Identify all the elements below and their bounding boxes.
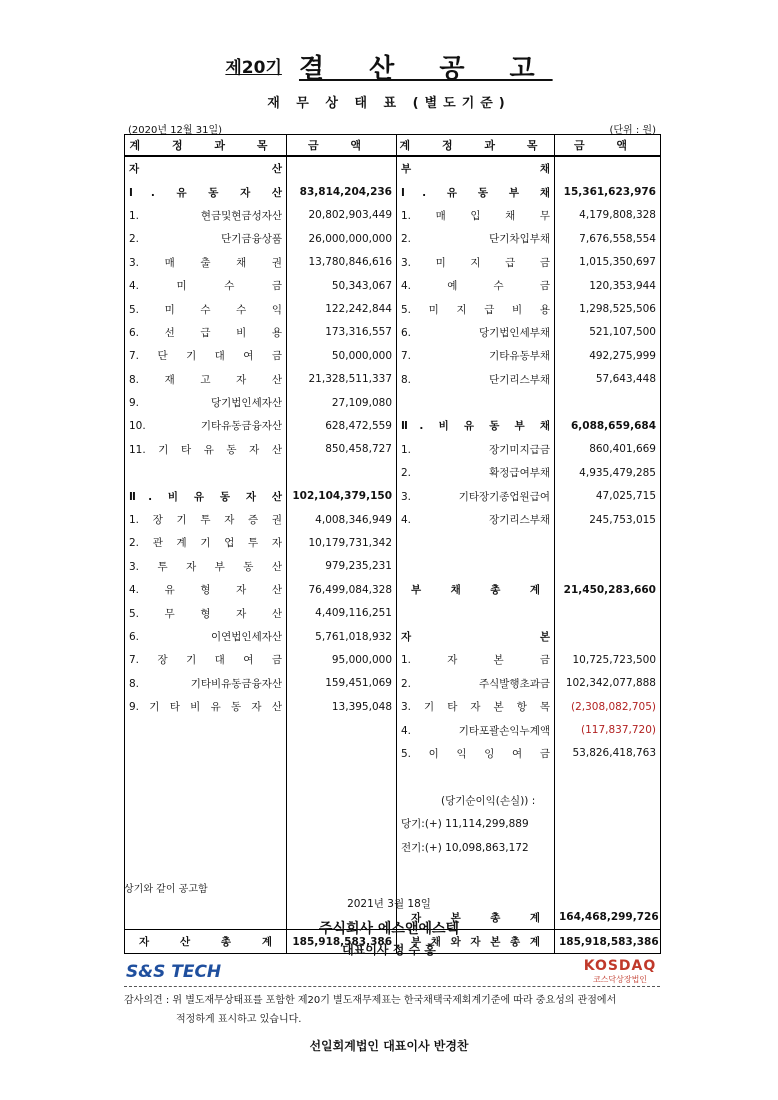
col-header-left-name: 계 정 과 목 <box>125 135 287 157</box>
table-row <box>125 625 661 648</box>
kosdaq-logo <box>572 958 668 985</box>
left-amount: 102,104,379,150 <box>287 484 397 507</box>
right-account-name: 2. 단기차입부채 <box>397 227 555 250</box>
left-amount: 50,343,067 <box>287 274 397 297</box>
right-amount <box>555 789 661 812</box>
kosdaq-logo-subtext: 코스닥상장법인 <box>592 975 648 984</box>
company-name: 주식회사 에스앤에스텍 <box>318 921 460 937</box>
left-amount: 21,328,511,337 <box>287 368 397 391</box>
right-amount: 10,725,723,500 <box>555 648 661 671</box>
left-account-name: 1. 현금및현금성자산 <box>125 204 287 227</box>
divider <box>124 986 660 987</box>
right-account-name: 자 본 <box>397 625 555 648</box>
right-account-name: 2. 주식발행초과금 <box>397 672 555 695</box>
table-row <box>125 695 661 718</box>
right-amount: 53,826,418,763 <box>555 742 661 765</box>
statement-date: (2020년 12월 31일) <box>128 125 223 136</box>
left-account-name: 4. 유 형 자 산 <box>125 578 287 601</box>
right-account-name: 4. 예 수 금 <box>397 274 555 297</box>
left-account-name: 9. 기 타 비 유 동 자 산 <box>125 695 287 718</box>
kosdaq-logo-text: KOSDAQ <box>583 958 657 974</box>
left-account-name: 2. 단기금융상품 <box>125 227 287 250</box>
left-account-name: 자 산 총 계 <box>125 929 287 953</box>
right-amount: 185,918,583,386 <box>555 929 661 953</box>
right-amount <box>555 391 661 414</box>
left-amount: 26,000,000,000 <box>287 227 397 250</box>
table-row <box>125 227 661 250</box>
right-amount: (117,837,720) <box>555 718 661 741</box>
right-account-name: 4. 기타포괄손익누계액 <box>397 718 555 741</box>
left-account-name: 자 산 <box>125 156 287 180</box>
left-account-name: 1. 장 기 투 자 증 권 <box>125 508 287 531</box>
table-row <box>125 391 661 414</box>
right-amount: 102,342,077,888 <box>555 672 661 695</box>
right-amount <box>555 555 661 578</box>
right-amount <box>555 156 661 180</box>
table-row <box>125 812 661 835</box>
left-account-name <box>125 859 287 882</box>
company-logo: S&S TECH <box>126 962 222 982</box>
col-header-right-name: 계 정 과 목 <box>397 135 555 157</box>
table-row <box>125 274 661 297</box>
table-row <box>125 742 661 765</box>
left-account-name <box>125 765 287 788</box>
unit-label: (단위 : 원) <box>609 125 656 136</box>
table-row <box>125 672 661 695</box>
left-account-name: 3. 매 출 채 권 <box>125 251 287 274</box>
announcement-title <box>0 48 778 85</box>
left-account-name: 7. 장 기 대 여 금 <box>125 648 287 671</box>
right-amount: 4,935,479,285 <box>555 461 661 484</box>
left-account-name <box>125 835 287 858</box>
table-row <box>125 344 661 367</box>
table-row <box>125 156 661 180</box>
table-row <box>125 859 661 882</box>
left-amount <box>287 765 397 788</box>
table-row <box>125 578 661 601</box>
right-amount: 860,401,669 <box>555 438 661 461</box>
right-amount: 1,298,525,506 <box>555 297 661 320</box>
right-amount: 6,088,659,684 <box>555 414 661 437</box>
right-account-name <box>397 555 555 578</box>
left-amount: 76,499,084,328 <box>287 578 397 601</box>
left-account-name: 9. 당기법인세자산 <box>125 391 287 414</box>
left-account-name: 2. 관 계 기 업 투 자 <box>125 531 287 554</box>
table-row <box>125 368 661 391</box>
left-amount: 173,316,557 <box>287 321 397 344</box>
left-amount: 185,918,583,386 <box>287 929 397 953</box>
table-row <box>125 765 661 788</box>
left-account-name: 6. 이연법인세자산 <box>125 625 287 648</box>
table-row <box>125 461 661 484</box>
left-amount <box>287 835 397 858</box>
right-amount <box>555 859 661 882</box>
audit-opinion-line2: 적정하게 표시하고 있습니다. <box>176 1014 302 1025</box>
table-row <box>125 438 661 461</box>
net-income-line: 전기:(+) 10,098,863,172 <box>397 835 555 858</box>
left-amount: 850,458,727 <box>287 438 397 461</box>
left-amount: 4,008,346,949 <box>287 508 397 531</box>
left-account-name: 3. 투 자 부 동 산 <box>125 555 287 578</box>
table-row <box>125 508 661 531</box>
right-account-name: 1. 자 본 금 <box>397 648 555 671</box>
table-row <box>125 601 661 624</box>
right-account-name: 자 본 총 계 <box>397 906 555 930</box>
table-row <box>125 835 661 858</box>
right-account-name: 부 채 <box>397 156 555 180</box>
page-title: 결 산 공 고 <box>298 54 553 84</box>
table-row <box>125 718 661 741</box>
right-amount <box>555 601 661 624</box>
right-account-name: 3. 미 지 급 금 <box>397 251 555 274</box>
left-account-name <box>125 789 287 812</box>
table-row <box>125 484 661 507</box>
left-amount: 13,780,846,616 <box>287 251 397 274</box>
left-amount: 4,409,116,251 <box>287 601 397 624</box>
right-amount <box>555 625 661 648</box>
table-row <box>125 789 661 812</box>
left-amount: 979,235,231 <box>287 555 397 578</box>
left-account-name <box>125 742 287 765</box>
table-header-row <box>125 135 661 157</box>
left-account-name: 5. 미 수 수 익 <box>125 297 287 320</box>
right-account-name <box>397 765 555 788</box>
left-account-name: Ⅱ. 비 유 동 자 산 <box>125 484 287 507</box>
right-amount <box>555 812 661 835</box>
left-amount: 83,814,204,236 <box>287 180 397 203</box>
statement-subtitle: 재 무 상 태 표 (별도기준) <box>267 96 511 111</box>
left-account-name: 11. 기 타 유 동 자 산 <box>125 438 287 461</box>
right-amount <box>555 531 661 554</box>
right-account-name: 6. 당기법인세부채 <box>397 321 555 344</box>
left-amount: 159,451,069 <box>287 672 397 695</box>
left-amount: 122,242,844 <box>287 297 397 320</box>
right-account-name: Ⅱ. 비 유 동 부 채 <box>397 414 555 437</box>
right-account-name: 7. 기타유동부채 <box>397 344 555 367</box>
left-amount <box>287 859 397 882</box>
left-amount <box>287 156 397 180</box>
right-amount <box>555 835 661 858</box>
right-amount: 164,468,299,726 <box>555 906 661 930</box>
left-amount <box>287 742 397 765</box>
table-row <box>125 414 661 437</box>
right-amount: 492,275,999 <box>555 344 661 367</box>
balance-sheet-table <box>124 134 661 954</box>
left-amount: 13,395,048 <box>287 695 397 718</box>
right-account-name <box>397 859 555 882</box>
table-row <box>125 555 661 578</box>
left-amount: 50,000,000 <box>287 344 397 367</box>
left-account-name: 5. 무 형 자 산 <box>125 601 287 624</box>
left-account-name: 10. 기타유동금융자산 <box>125 414 287 437</box>
right-account-name: 부 채 총 계 <box>397 578 555 601</box>
right-account-name: 부 채 와 자 본 총 계 <box>397 929 555 953</box>
right-account-name: 5. 이 익 잉 여 금 <box>397 742 555 765</box>
left-amount: 95,000,000 <box>287 648 397 671</box>
right-amount: 245,753,015 <box>555 508 661 531</box>
left-amount: 27,109,080 <box>287 391 397 414</box>
ceo-name: 대표이사 정 수 홍 <box>342 943 436 957</box>
left-account-name <box>125 718 287 741</box>
right-amount: 15,361,623,976 <box>555 180 661 203</box>
right-account-name: 1. 매 입 채 무 <box>397 204 555 227</box>
left-amount <box>287 789 397 812</box>
left-amount: 5,761,018,932 <box>287 625 397 648</box>
left-account-name <box>125 812 287 835</box>
auditor-name: 선일회계법인 대표이사 반경찬 <box>309 1039 469 1053</box>
right-amount: 1,015,350,697 <box>555 251 661 274</box>
right-account-name: 2. 확정급여부채 <box>397 461 555 484</box>
right-amount: 7,676,558,554 <box>555 227 661 250</box>
left-account-name: Ⅰ. 유 동 자 산 <box>125 180 287 203</box>
right-amount: 120,353,944 <box>555 274 661 297</box>
right-account-name: 3. 기타장기종업원급여 <box>397 484 555 507</box>
net-income-line: (당기순이익(손실)) : <box>397 789 555 812</box>
left-account-name <box>125 461 287 484</box>
table-row <box>125 251 661 274</box>
right-account-name: 4. 장기리스부채 <box>397 508 555 531</box>
right-amount: 21,450,283,660 <box>555 578 661 601</box>
left-account-name: 7. 단 기 대 여 금 <box>125 344 287 367</box>
net-income-line: 당기:(+) 11,114,299,889 <box>397 812 555 835</box>
left-amount: 628,472,559 <box>287 414 397 437</box>
right-amount: 4,179,808,328 <box>555 204 661 227</box>
right-account-name <box>397 601 555 624</box>
table-row <box>125 531 661 554</box>
right-amount: (2,308,082,705) <box>555 695 661 718</box>
table-row <box>125 204 661 227</box>
left-amount <box>287 461 397 484</box>
table-row <box>125 180 661 203</box>
left-amount: 20,802,903,449 <box>287 204 397 227</box>
table-row <box>125 321 661 344</box>
notice-date: 2021년 3월 18일 <box>347 898 431 910</box>
left-account-name: 8. 기타비유동금융자산 <box>125 672 287 695</box>
notice-note: 상기와 같이 공고함 <box>124 884 208 895</box>
right-amount <box>555 765 661 788</box>
left-account-name: 4. 미 수 금 <box>125 274 287 297</box>
right-account-name <box>397 391 555 414</box>
right-amount: 47,025,715 <box>555 484 661 507</box>
right-amount: 521,107,500 <box>555 321 661 344</box>
table-row <box>125 297 661 320</box>
left-amount: 10,179,731,342 <box>287 531 397 554</box>
left-account-name: 6. 선 급 비 용 <box>125 321 287 344</box>
right-account-name: 5. 미 지 급 비 용 <box>397 297 555 320</box>
right-amount: 57,643,448 <box>555 368 661 391</box>
fiscal-period: 제20기 <box>225 58 282 78</box>
col-header-left-amount: 금 액 <box>287 135 397 157</box>
left-amount <box>287 718 397 741</box>
right-account-name: 8. 단기리스부채 <box>397 368 555 391</box>
left-account-name: 8. 재 고 자 산 <box>125 368 287 391</box>
col-header-right-amount: 금 액 <box>555 135 661 157</box>
left-amount <box>287 812 397 835</box>
right-account-name: Ⅰ. 유 동 부 채 <box>397 180 555 203</box>
table-row <box>125 648 661 671</box>
right-account-name: 3. 기 타 자 본 항 목 <box>397 695 555 718</box>
right-account-name <box>397 531 555 554</box>
right-account-name: 1. 장기미지급금 <box>397 438 555 461</box>
audit-opinion-line1: 감사의견 : 위 별도재무상태표를 포함한 제20기 별도재무제표는 한국채택국제회계기준에 따라 중요성의 관점에서 <box>124 995 617 1006</box>
